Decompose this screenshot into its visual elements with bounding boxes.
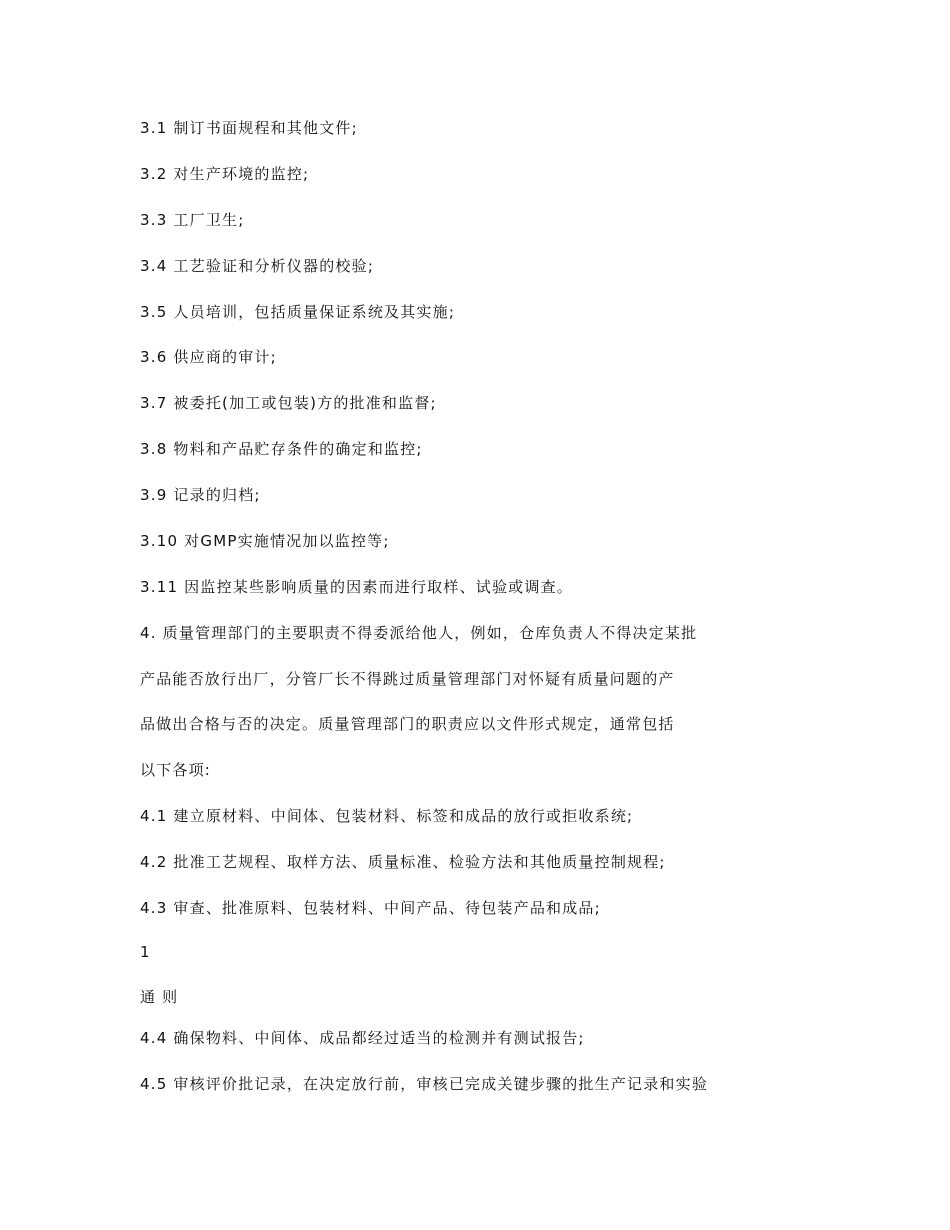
clause-4-3: 4.3 审查、批准原料、包装材料、中间产品、待包装产品和成品; bbox=[140, 899, 601, 917]
clause-3-8: 3.8 物料和产品贮存条件的确定和监控; bbox=[140, 440, 423, 458]
clause-4-5: 4.5 审核评价批记录，在决定放行前，审核已完成关键步骤的批生产记录和实验 bbox=[140, 1075, 709, 1093]
clause-4-4: 4.4 确保物料、中间体、成品都经过适当的检测并有测试报告; bbox=[140, 1029, 585, 1047]
clause-3-2: 3.2 对生产环境的监控; bbox=[140, 165, 310, 183]
clause-4-line-1: 4. 质量管理部门的主要职责不得委派给他人，例如，仓库负责人不得决定某批 bbox=[140, 624, 698, 642]
clause-4-2: 4.2 批准工艺规程、取样方法、质量标准、检验方法和其他质量控制规程; bbox=[140, 853, 666, 871]
clause-3-4: 3.4 工艺验证和分析仪器的校验; bbox=[140, 257, 375, 275]
page-number: 1 bbox=[140, 943, 151, 961]
clause-4-line-2: 产品能否放行出厂，分管厂长不得跳过质量管理部门对怀疑有质量问题的产 bbox=[140, 670, 675, 688]
clause-4-line-4: 以下各项: bbox=[140, 761, 212, 779]
clause-3-3: 3.3 工厂卫生; bbox=[140, 211, 245, 229]
clause-3-11: 3.11 因监控某些影响质量的因素而进行取样、试验或调查。 bbox=[140, 578, 573, 596]
clause-3-6: 3.6 供应商的审计; bbox=[140, 348, 277, 366]
clause-4-1: 4.1 建立原材料、中间体、包装材料、标签和成品的放行或拒收系统; bbox=[140, 807, 634, 825]
clause-3-9: 3.9 记录的归档; bbox=[140, 486, 261, 504]
clause-3-1: 3.1 制订书面规程和其他文件; bbox=[140, 119, 358, 137]
clause-3-10: 3.10 对GMP实施情况加以监控等; bbox=[140, 532, 390, 550]
section-header: 通 则 bbox=[140, 988, 179, 1006]
clause-3-7: 3.7 被委托(加工或包装)方的批准和监督; bbox=[140, 394, 437, 412]
clause-3-5: 3.5 人员培训，包括质量保证系统及其实施; bbox=[140, 303, 456, 321]
clause-4-line-3: 品做出合格与否的决定。质量管理部门的职责应以文件形式规定，通常包括 bbox=[140, 715, 675, 733]
